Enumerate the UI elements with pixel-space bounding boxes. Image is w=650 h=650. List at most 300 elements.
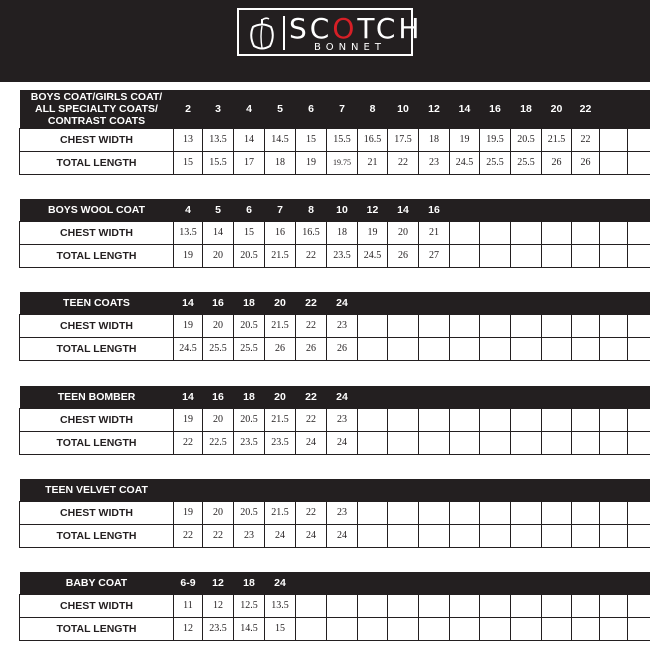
- size-header: 16: [203, 386, 234, 408]
- row-label: CHEST WIDTH: [20, 408, 174, 431]
- size-table: [19, 292, 650, 361]
- empty-cell: [628, 221, 650, 244]
- header-empty-cell: [542, 386, 572, 408]
- empty-cell: [542, 431, 572, 454]
- measurement-cell: 23.5: [203, 617, 234, 640]
- empty-cell: [572, 221, 600, 244]
- measurement-cell: 21.5: [265, 244, 296, 267]
- measurement-cell: 25.5: [203, 337, 234, 360]
- size-header: 7: [327, 90, 358, 128]
- table-header-row: [20, 292, 650, 314]
- size-header: 8: [358, 90, 388, 128]
- measurement-cell: 20.5: [511, 128, 542, 151]
- empty-cell: [450, 314, 480, 337]
- empty-cell: [628, 128, 650, 151]
- empty-cell: [628, 314, 650, 337]
- measurement-cell: 19: [174, 314, 203, 337]
- row-label: TOTAL LENGTH: [20, 431, 174, 454]
- measurement-cell: 22: [174, 431, 203, 454]
- measurement-cell: 15.5: [327, 128, 358, 151]
- measurement-cell: 21.5: [265, 501, 296, 524]
- empty-cell: [542, 221, 572, 244]
- measurement-cell: 26: [388, 244, 419, 267]
- measurement-cell: 25.5: [511, 151, 542, 174]
- measurement-cell: 23.5: [327, 244, 358, 267]
- empty-cell: [511, 314, 542, 337]
- header-empty-cell: [572, 386, 600, 408]
- empty-cell: [572, 431, 600, 454]
- empty-cell: [600, 314, 628, 337]
- row-label: TOTAL LENGTH: [20, 151, 174, 174]
- size-header: 16: [419, 199, 450, 221]
- measurement-cell: 17: [234, 151, 265, 174]
- size-table: [19, 199, 650, 268]
- measurement-cell: 13.5: [203, 128, 234, 151]
- header-empty-cell: [265, 479, 296, 501]
- measurement-cell: 12.5: [234, 594, 265, 617]
- empty-cell: [358, 337, 388, 360]
- size-table: [19, 572, 650, 641]
- measurement-cell: 23: [419, 151, 450, 174]
- row-label: CHEST WIDTH: [20, 221, 174, 244]
- measurement-cell: 23: [327, 408, 358, 431]
- empty-cell: [542, 524, 572, 547]
- header-empty-cell: [388, 292, 419, 314]
- empty-cell: [600, 128, 628, 151]
- measurement-cell: 25.5: [234, 337, 265, 360]
- empty-cell: [628, 617, 650, 640]
- empty-cell: [480, 221, 511, 244]
- measurement-cell: 19: [174, 244, 203, 267]
- size-header: 14: [388, 199, 419, 221]
- empty-cell: [388, 408, 419, 431]
- header-empty-cell: [600, 479, 628, 501]
- empty-cell: [628, 501, 650, 524]
- empty-cell: [388, 617, 419, 640]
- empty-cell: [480, 408, 511, 431]
- empty-cell: [542, 594, 572, 617]
- empty-cell: [628, 594, 650, 617]
- size-header: 22: [296, 292, 327, 314]
- table-row: [20, 151, 650, 174]
- empty-cell: [511, 501, 542, 524]
- empty-cell: [572, 244, 600, 267]
- measurement-cell: 14.5: [265, 128, 296, 151]
- measurement-cell: 25.5: [480, 151, 511, 174]
- header-empty-cell: [628, 386, 650, 408]
- empty-cell: [296, 594, 327, 617]
- table-row: [20, 594, 650, 617]
- measurement-cell: 24: [265, 524, 296, 547]
- table-title: BABY COAT: [20, 572, 174, 594]
- header-empty-cell: [450, 199, 480, 221]
- empty-cell: [511, 337, 542, 360]
- empty-cell: [628, 337, 650, 360]
- table-row: [20, 431, 650, 454]
- measurement-cell: 21.5: [542, 128, 572, 151]
- header-empty-cell: [542, 292, 572, 314]
- size-header: 20: [542, 90, 572, 128]
- brand-header: [0, 0, 650, 82]
- header-empty-cell: [480, 386, 511, 408]
- size-header: 12: [358, 199, 388, 221]
- empty-cell: [542, 244, 572, 267]
- size-header: 16: [203, 292, 234, 314]
- measurement-cell: 23: [234, 524, 265, 547]
- empty-cell: [450, 221, 480, 244]
- measurement-cell: 14: [234, 128, 265, 151]
- size-header: 5: [203, 199, 234, 221]
- measurement-cell: 26: [296, 337, 327, 360]
- size-header: 14: [450, 90, 480, 128]
- measurement-cell: 24.5: [358, 244, 388, 267]
- table-header-row: [20, 90, 650, 128]
- empty-cell: [480, 244, 511, 267]
- measurement-cell: 18: [265, 151, 296, 174]
- measurement-cell: 26: [572, 151, 600, 174]
- size-header: 4: [234, 90, 265, 128]
- header-empty-cell: [600, 199, 628, 221]
- empty-cell: [388, 594, 419, 617]
- header-empty-cell: [628, 90, 650, 128]
- empty-cell: [600, 244, 628, 267]
- measurement-cell: 12: [174, 617, 203, 640]
- size-header: 10: [388, 90, 419, 128]
- header-empty-cell: [327, 479, 358, 501]
- empty-cell: [480, 314, 511, 337]
- size-table: [19, 90, 650, 175]
- empty-cell: [628, 244, 650, 267]
- empty-cell: [542, 314, 572, 337]
- measurement-cell: 20.5: [234, 314, 265, 337]
- empty-cell: [600, 594, 628, 617]
- empty-cell: [358, 314, 388, 337]
- measurement-cell: 22: [203, 524, 234, 547]
- header-empty-cell: [511, 199, 542, 221]
- empty-cell: [419, 617, 450, 640]
- header-empty-cell: [296, 479, 327, 501]
- size-header: 18: [234, 572, 265, 594]
- empty-cell: [600, 501, 628, 524]
- empty-cell: [511, 244, 542, 267]
- empty-cell: [450, 501, 480, 524]
- header-empty-cell: [234, 479, 265, 501]
- size-header: 22: [572, 90, 600, 128]
- measurement-cell: 15: [296, 128, 327, 151]
- empty-cell: [450, 594, 480, 617]
- table-title: BOYS WOOL COAT: [20, 199, 174, 221]
- table-row: [20, 501, 650, 524]
- header-empty-cell: [358, 572, 388, 594]
- empty-cell: [572, 408, 600, 431]
- empty-cell: [572, 617, 600, 640]
- empty-cell: [419, 524, 450, 547]
- measurement-cell: 22: [296, 244, 327, 267]
- table-title: BOYS COAT/GIRLS COAT/ ALL SPECIALTY COATS/ CONTRAST COATS: [20, 90, 174, 128]
- measurement-cell: 15: [265, 617, 296, 640]
- empty-cell: [419, 337, 450, 360]
- empty-cell: [511, 617, 542, 640]
- size-header: 2: [174, 90, 203, 128]
- header-empty-cell: [572, 479, 600, 501]
- empty-cell: [419, 501, 450, 524]
- empty-cell: [600, 221, 628, 244]
- empty-cell: [388, 314, 419, 337]
- empty-cell: [572, 314, 600, 337]
- measurement-cell: 20: [203, 501, 234, 524]
- empty-cell: [327, 617, 358, 640]
- empty-cell: [600, 431, 628, 454]
- header-empty-cell: [600, 292, 628, 314]
- header-empty-cell: [511, 292, 542, 314]
- empty-cell: [628, 431, 650, 454]
- empty-cell: [358, 524, 388, 547]
- empty-cell: [542, 501, 572, 524]
- header-empty-cell: [450, 386, 480, 408]
- empty-cell: [572, 337, 600, 360]
- header-empty-cell: [419, 292, 450, 314]
- header-empty-cell: [628, 572, 650, 594]
- measurement-cell: 15: [174, 151, 203, 174]
- measurement-cell: 20: [388, 221, 419, 244]
- size-header: 3: [203, 90, 234, 128]
- empty-cell: [358, 431, 388, 454]
- measurement-cell: 24: [327, 524, 358, 547]
- measurement-cell: 12: [203, 594, 234, 617]
- measurement-cell: 19: [358, 221, 388, 244]
- measurement-cell: 24: [296, 431, 327, 454]
- header-empty-cell: [600, 386, 628, 408]
- measurement-cell: 20: [203, 408, 234, 431]
- empty-cell: [450, 244, 480, 267]
- size-header: 4: [174, 199, 203, 221]
- measurement-cell: 22: [174, 524, 203, 547]
- header-empty-cell: [174, 479, 203, 501]
- table-row: [20, 617, 650, 640]
- empty-cell: [450, 337, 480, 360]
- header-empty-cell: [450, 572, 480, 594]
- row-label: TOTAL LENGTH: [20, 244, 174, 267]
- measurement-cell: 20: [203, 314, 234, 337]
- table-row: [20, 524, 650, 547]
- measurement-cell: 19: [296, 151, 327, 174]
- measurement-cell: 19.5: [480, 128, 511, 151]
- header-empty-cell: [419, 386, 450, 408]
- empty-cell: [600, 617, 628, 640]
- empty-cell: [511, 594, 542, 617]
- header-empty-cell: [542, 479, 572, 501]
- empty-cell: [511, 431, 542, 454]
- header-empty-cell: [358, 386, 388, 408]
- size-header: 20: [265, 292, 296, 314]
- table-row: [20, 221, 650, 244]
- empty-cell: [480, 431, 511, 454]
- measurement-cell: 14: [203, 221, 234, 244]
- empty-cell: [450, 524, 480, 547]
- size-header: 20: [265, 386, 296, 408]
- row-label: CHEST WIDTH: [20, 128, 174, 151]
- empty-cell: [511, 221, 542, 244]
- empty-cell: [327, 594, 358, 617]
- measurement-cell: 11: [174, 594, 203, 617]
- empty-cell: [511, 408, 542, 431]
- measurement-cell: 18: [327, 221, 358, 244]
- empty-cell: [480, 594, 511, 617]
- measurement-cell: 23: [327, 501, 358, 524]
- empty-cell: [628, 524, 650, 547]
- header-empty-cell: [296, 572, 327, 594]
- header-empty-cell: [511, 572, 542, 594]
- measurement-cell: 13: [174, 128, 203, 151]
- measurement-cell: 23.5: [265, 431, 296, 454]
- table-title: TEEN VELVET COAT: [20, 479, 174, 501]
- size-header: 22: [296, 386, 327, 408]
- size-header: 24: [327, 386, 358, 408]
- row-label: CHEST WIDTH: [20, 594, 174, 617]
- measurement-cell: 21: [419, 221, 450, 244]
- measurement-cell: 21.5: [265, 314, 296, 337]
- header-empty-cell: [480, 292, 511, 314]
- size-header: 18: [511, 90, 542, 128]
- measurement-cell: 19.75: [327, 151, 358, 174]
- empty-cell: [572, 524, 600, 547]
- measurement-cell: 17.5: [388, 128, 419, 151]
- measurement-cell: 21: [358, 151, 388, 174]
- table-row: [20, 408, 650, 431]
- size-header: 6: [296, 90, 327, 128]
- table-row: [20, 128, 650, 151]
- measurement-cell: 16.5: [296, 221, 327, 244]
- empty-cell: [358, 617, 388, 640]
- pepper-icon: [245, 14, 279, 52]
- header-empty-cell: [358, 292, 388, 314]
- row-label: TOTAL LENGTH: [20, 617, 174, 640]
- empty-cell: [388, 501, 419, 524]
- measurement-cell: 13.5: [265, 594, 296, 617]
- header-empty-cell: [542, 572, 572, 594]
- empty-cell: [450, 408, 480, 431]
- empty-cell: [358, 501, 388, 524]
- empty-cell: [296, 617, 327, 640]
- size-header: 8: [296, 199, 327, 221]
- measurement-cell: 24.5: [450, 151, 480, 174]
- measurement-cell: 22: [296, 408, 327, 431]
- table-header-row: [20, 479, 650, 501]
- empty-cell: [480, 337, 511, 360]
- measurement-cell: 19: [450, 128, 480, 151]
- measurement-cell: 27: [419, 244, 450, 267]
- table-header-row: [20, 199, 650, 221]
- size-header: 24: [327, 292, 358, 314]
- measurement-cell: 16.5: [358, 128, 388, 151]
- empty-cell: [542, 337, 572, 360]
- measurement-cell: 13.5: [174, 221, 203, 244]
- empty-cell: [542, 617, 572, 640]
- empty-cell: [419, 408, 450, 431]
- empty-cell: [600, 524, 628, 547]
- measurement-cell: 22: [296, 501, 327, 524]
- table-row: [20, 337, 650, 360]
- header-empty-cell: [572, 292, 600, 314]
- brand-logo: [237, 8, 423, 56]
- empty-cell: [480, 501, 511, 524]
- brand-subtitle: BONNET: [314, 42, 386, 53]
- empty-cell: [388, 524, 419, 547]
- logo-divider: [283, 16, 285, 50]
- header-empty-cell: [600, 90, 628, 128]
- empty-cell: [480, 617, 511, 640]
- measurement-cell: 24: [296, 524, 327, 547]
- header-empty-cell: [358, 479, 388, 501]
- measurement-cell: 24.5: [174, 337, 203, 360]
- measurement-cell: 26: [542, 151, 572, 174]
- header-empty-cell: [480, 479, 511, 501]
- header-empty-cell: [572, 199, 600, 221]
- header-empty-cell: [388, 572, 419, 594]
- header-empty-cell: [388, 386, 419, 408]
- measurement-cell: 19: [174, 501, 203, 524]
- row-label: CHEST WIDTH: [20, 314, 174, 337]
- header-empty-cell: [600, 572, 628, 594]
- measurement-cell: 20.5: [234, 408, 265, 431]
- measurement-cell: 22: [296, 314, 327, 337]
- empty-cell: [572, 594, 600, 617]
- header-empty-cell: [628, 292, 650, 314]
- measurement-cell: 26: [327, 337, 358, 360]
- header-empty-cell: [450, 479, 480, 501]
- empty-cell: [419, 594, 450, 617]
- empty-cell: [600, 337, 628, 360]
- size-header: 6-9: [174, 572, 203, 594]
- header-empty-cell: [480, 572, 511, 594]
- header-empty-cell: [572, 572, 600, 594]
- empty-cell: [542, 408, 572, 431]
- measurement-cell: 22: [388, 151, 419, 174]
- header-empty-cell: [628, 479, 650, 501]
- row-label: CHEST WIDTH: [20, 501, 174, 524]
- measurement-cell: 19: [174, 408, 203, 431]
- size-table: [19, 479, 650, 548]
- size-header: 6: [234, 199, 265, 221]
- table-header-row: [20, 386, 650, 408]
- empty-cell: [600, 151, 628, 174]
- size-header: 5: [265, 90, 296, 128]
- empty-cell: [358, 594, 388, 617]
- measurement-cell: 18: [419, 128, 450, 151]
- header-empty-cell: [511, 479, 542, 501]
- empty-cell: [450, 431, 480, 454]
- empty-cell: [628, 408, 650, 431]
- empty-cell: [419, 431, 450, 454]
- empty-cell: [600, 408, 628, 431]
- header-empty-cell: [542, 199, 572, 221]
- empty-cell: [480, 524, 511, 547]
- empty-cell: [450, 617, 480, 640]
- measurement-cell: 22.5: [203, 431, 234, 454]
- header-empty-cell: [327, 572, 358, 594]
- empty-cell: [419, 314, 450, 337]
- measurement-cell: 26: [265, 337, 296, 360]
- measurement-cell: 23.5: [234, 431, 265, 454]
- empty-cell: [511, 524, 542, 547]
- measurement-cell: 20.5: [234, 501, 265, 524]
- table-row: [20, 314, 650, 337]
- size-header: 12: [203, 572, 234, 594]
- measurement-cell: 14.5: [234, 617, 265, 640]
- size-header: 24: [265, 572, 296, 594]
- header-empty-cell: [628, 199, 650, 221]
- measurement-cell: 20: [203, 244, 234, 267]
